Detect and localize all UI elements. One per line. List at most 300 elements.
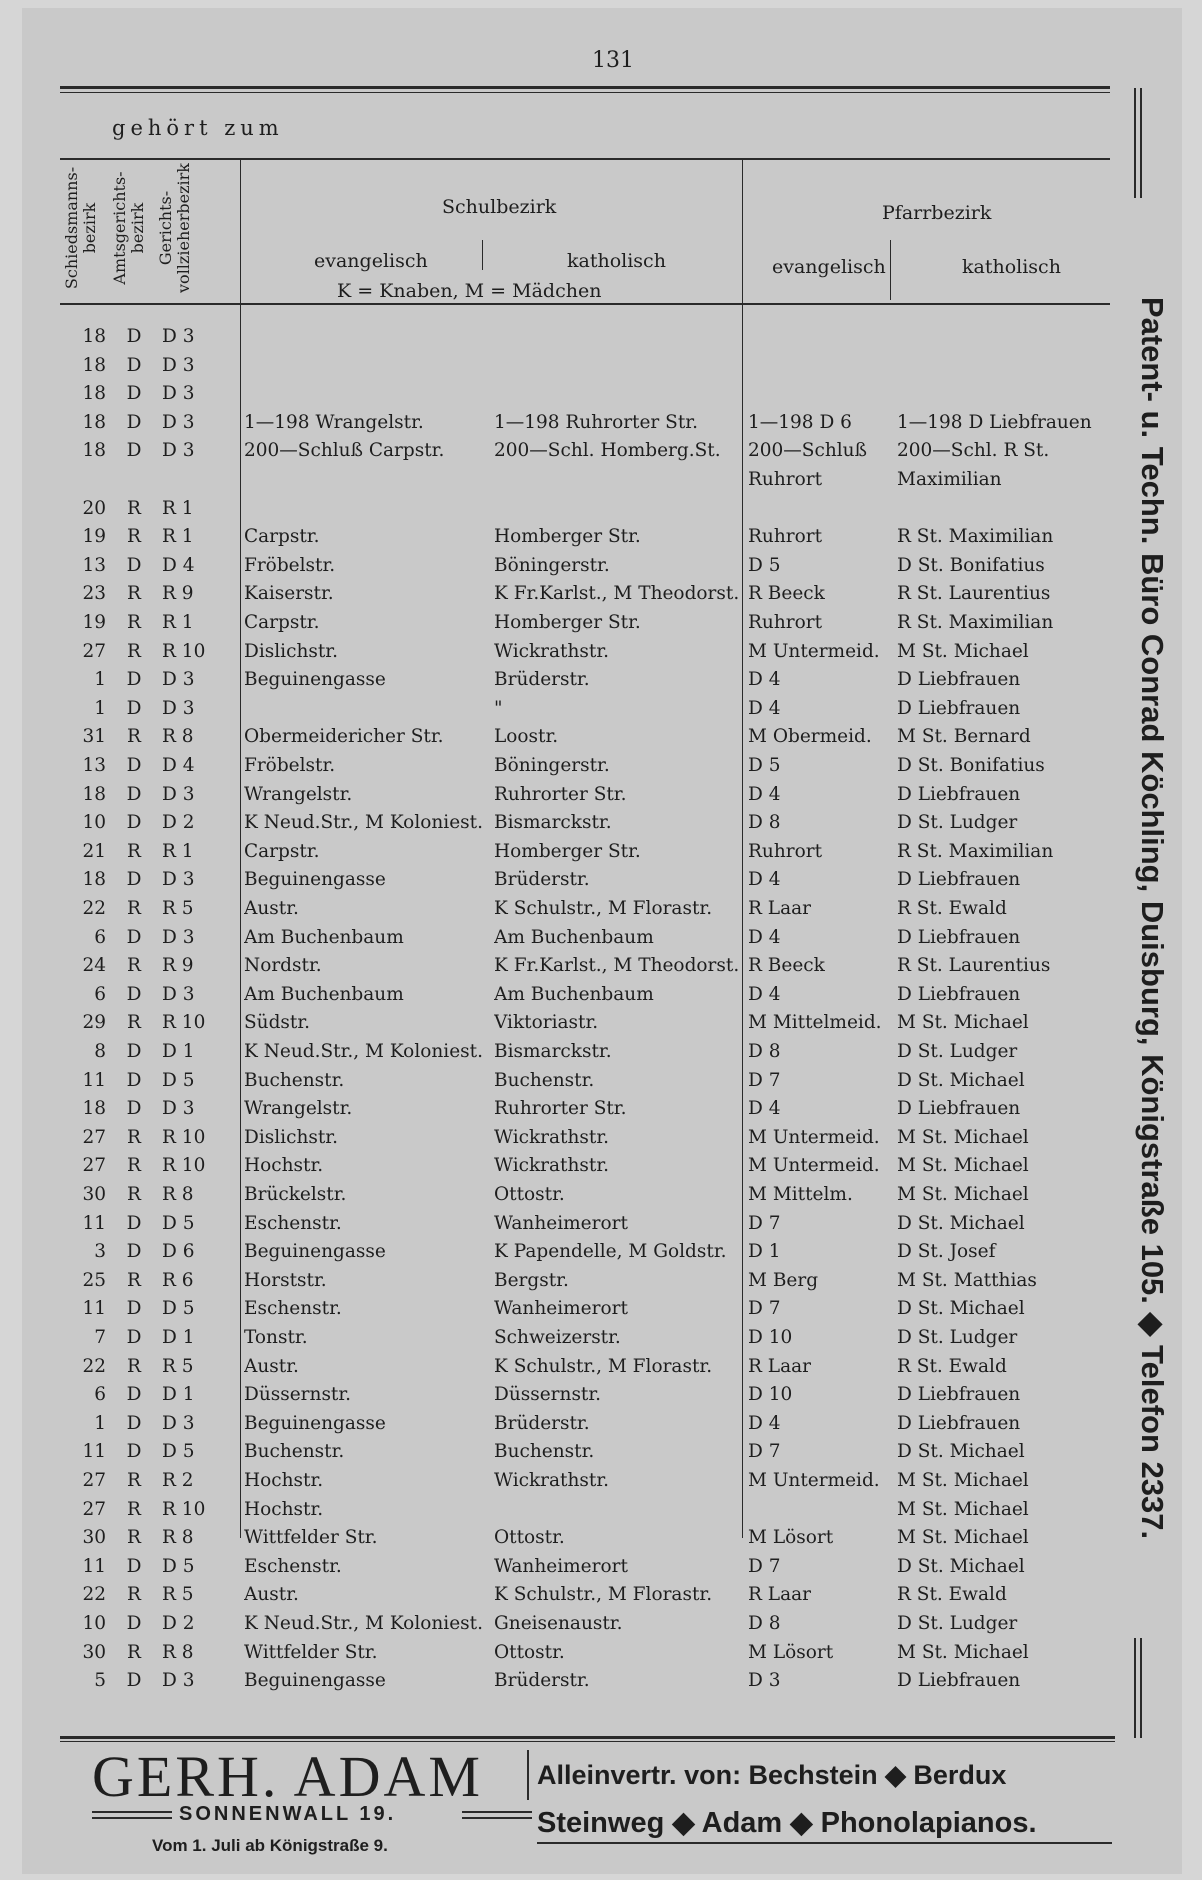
cell-schul-katholisch: Gneisenaustr. bbox=[494, 1613, 623, 1634]
cell-schul-katholisch: Bismarckstr. bbox=[494, 812, 612, 834]
cell-schul-katholisch: Homberger Str. bbox=[494, 612, 641, 633]
cell-schiedsmann: 1 bbox=[94, 1412, 106, 1434]
cell-pfarr-katholisch: R St. Laurentius bbox=[897, 583, 1051, 605]
cell-pfarr-evangelisch: Ruhrort bbox=[748, 469, 823, 490]
cell-gerichtsvollzieher: D 3 bbox=[162, 383, 195, 405]
cell-amtsgericht: D bbox=[126, 1098, 142, 1120]
cell-schiedsmann: 6 bbox=[94, 1384, 106, 1406]
stamp-rule-top-2 bbox=[1140, 88, 1142, 198]
cell-pfarr-evangelisch: R Laar bbox=[748, 1355, 811, 1377]
cell-schiedsmann: 19 bbox=[82, 526, 106, 548]
cell-amtsgericht: D bbox=[126, 983, 142, 1005]
cell-schul-katholisch: K Fr.Karlst., M Theodorst. bbox=[494, 955, 739, 977]
cell-pfarr-evangelisch: Ruhrort bbox=[748, 612, 823, 633]
cell-pfarr-evangelisch: R Laar bbox=[748, 1584, 811, 1606]
cell-pfarr-evangelisch: Ruhrort bbox=[748, 840, 823, 862]
cell-pfarr-evangelisch: D 4 bbox=[748, 1098, 781, 1120]
cell-pfarr-evangelisch: D 5 bbox=[748, 554, 781, 576]
header-gerichtsvollzieherbezirk: Gerichts- vollzieherbezirk bbox=[156, 163, 193, 293]
cell-pfarr-evangelisch: D 7 bbox=[748, 1298, 781, 1320]
cell-pfarr-katholisch: D Liebfrauen bbox=[897, 926, 1021, 948]
cell-gerichtsvollzieher: D 5 bbox=[162, 1555, 195, 1577]
cell-amtsgericht: D bbox=[126, 383, 142, 405]
cell-pfarr-evangelisch: D 4 bbox=[748, 1412, 781, 1434]
cell-schul-katholisch: Homberger Str. bbox=[494, 840, 641, 862]
footer-top-rule-thin bbox=[60, 1741, 1115, 1742]
cell-schul-katholisch: Wickrathstr. bbox=[494, 1126, 610, 1148]
cell-schul-evangelisch: Wittfelder Str. bbox=[244, 1527, 378, 1549]
cell-pfarr-evangelisch: M Untermeid. bbox=[748, 640, 880, 662]
cell-schiedsmann: 27 bbox=[82, 1470, 106, 1491]
cell-schiedsmann: 18 bbox=[82, 1098, 106, 1120]
cell-gerichtsvollzieher: D 3 bbox=[162, 783, 195, 805]
cell-gerichtsvollzieher: R 5 bbox=[162, 1355, 194, 1377]
cell-schul-katholisch: Ottostr. bbox=[494, 1641, 565, 1663]
cell-schul-katholisch: Ottostr. bbox=[494, 1184, 565, 1205]
cell-schiedsmann: 1 bbox=[94, 669, 106, 691]
cell-pfarr-katholisch: R St. Ewald bbox=[897, 898, 1007, 919]
cell-gerichtsvollzieher: R 1 bbox=[162, 840, 194, 862]
cell-pfarr-evangelisch: M Lösort bbox=[748, 1641, 834, 1663]
cell-pfarr-evangelisch: D 7 bbox=[748, 1069, 781, 1091]
advert-address: SONNENWALL 19. bbox=[179, 1803, 397, 1825]
cell-schul-katholisch: Ruhrorter Str. bbox=[494, 783, 627, 805]
cell-schiedsmann: 20 bbox=[82, 497, 106, 519]
cell-amtsgericht: D bbox=[126, 1670, 142, 1692]
top-rule bbox=[60, 86, 1110, 89]
cell-schiedsmann: 27 bbox=[82, 1155, 106, 1177]
cell-amtsgericht: D bbox=[126, 1441, 142, 1463]
cell-amtsgericht: D bbox=[126, 1412, 142, 1434]
cell-amtsgericht: R bbox=[127, 1269, 141, 1291]
cell-pfarr-katholisch: R St. Maximilian bbox=[897, 840, 1054, 862]
stamp-rule-bottom-2 bbox=[1140, 1638, 1142, 1738]
stamp-rule-bottom bbox=[1134, 1638, 1136, 1738]
cell-schul-katholisch: K Schulstr., M Florastr. bbox=[494, 898, 713, 919]
cell-gerichtsvollzieher: R 5 bbox=[162, 1584, 194, 1606]
cell-gerichtsvollzieher: D 3 bbox=[162, 1412, 195, 1434]
cell-pfarr-evangelisch: D 4 bbox=[748, 869, 781, 891]
cell-schiedsmann: 6 bbox=[94, 983, 106, 1005]
cell-pfarr-katholisch: M St. Michael bbox=[897, 640, 1029, 662]
cell-pfarr-katholisch: D St. Michael bbox=[897, 1212, 1025, 1234]
cell-schiedsmann: 23 bbox=[82, 583, 106, 605]
address-rule-left bbox=[92, 1811, 172, 1813]
cell-schiedsmann: 13 bbox=[82, 554, 106, 576]
cell-schul-evangelisch: Kaiserstr. bbox=[244, 583, 334, 605]
cell-amtsgericht: D bbox=[126, 1327, 142, 1348]
cell-schul-evangelisch: Wrangelstr. bbox=[244, 1098, 353, 1120]
footer-top-rule bbox=[60, 1736, 1115, 1739]
cell-pfarr-evangelisch: M Berg bbox=[748, 1269, 819, 1291]
cell-schiedsmann: 10 bbox=[82, 1613, 106, 1634]
cell-schiedsmann: 30 bbox=[82, 1184, 106, 1205]
cell-schul-evangelisch: Fröbelstr. bbox=[244, 554, 336, 576]
cell-amtsgericht: D bbox=[126, 1384, 142, 1406]
cell-schul-katholisch: Böningerstr. bbox=[494, 554, 610, 576]
page-number: 131 bbox=[592, 48, 634, 73]
cell-gerichtsvollzieher: D 3 bbox=[162, 669, 195, 691]
cell-gerichtsvollzieher: R 9 bbox=[162, 583, 194, 605]
cell-pfarr-katholisch: D St. Michael bbox=[897, 1298, 1025, 1320]
cell-schul-evangelisch: Austr. bbox=[244, 1355, 299, 1377]
cell-schul-katholisch: K Fr.Karlst., M Theodorst. bbox=[494, 583, 739, 605]
cell-amtsgericht: R bbox=[127, 612, 141, 633]
cell-amtsgericht: D bbox=[126, 326, 142, 347]
cell-schul-katholisch: Am Buchenbaum bbox=[494, 983, 654, 1005]
cell-schul-katholisch: K Schulstr., M Florastr. bbox=[494, 1584, 713, 1606]
cell-amtsgericht: R bbox=[127, 1155, 141, 1177]
cell-amtsgericht: R bbox=[127, 1184, 141, 1205]
cell-amtsgericht: R bbox=[127, 1126, 141, 1148]
cell-gerichtsvollzieher: D 1 bbox=[162, 1041, 195, 1062]
cell-gerichtsvollzieher: D 3 bbox=[162, 1670, 195, 1692]
cell-pfarr-evangelisch: D 4 bbox=[748, 783, 781, 805]
cell-pfarr-katholisch: R St. Maximilian bbox=[897, 612, 1054, 633]
cell-pfarr-katholisch: D St. Michael bbox=[897, 1441, 1025, 1463]
cell-amtsgericht: R bbox=[127, 1584, 141, 1606]
cell-pfarr-katholisch: D St. Michael bbox=[897, 1069, 1025, 1091]
cell-schul-evangelisch: Dislichstr. bbox=[244, 640, 338, 662]
cell-amtsgericht: R bbox=[127, 726, 141, 748]
cell-schul-evangelisch: Brückelstr. bbox=[244, 1184, 347, 1205]
cell-amtsgericht: R bbox=[127, 1355, 141, 1377]
cell-pfarr-evangelisch: D 4 bbox=[748, 926, 781, 948]
cell-pfarr-evangelisch: R Beeck bbox=[748, 583, 825, 605]
cell-schiedsmann: 18 bbox=[82, 869, 106, 891]
cell-amtsgericht: R bbox=[127, 640, 141, 662]
header-top-rule bbox=[60, 158, 1110, 160]
header-pfarr-evangelisch: evangelisch bbox=[772, 256, 886, 278]
cell-pfarr-evangelisch: R Beeck bbox=[748, 955, 825, 977]
cell-gerichtsvollzieher: R 10 bbox=[162, 1012, 206, 1034]
cell-schul-katholisch: Brüderstr. bbox=[494, 1412, 590, 1434]
cell-gerichtsvollzieher: D 1 bbox=[162, 1327, 195, 1348]
cell-pfarr-katholisch: M St. Michael bbox=[897, 1012, 1029, 1034]
cell-amtsgericht: D bbox=[126, 697, 142, 719]
cell-schiedsmann: 27 bbox=[82, 640, 106, 662]
cell-schiedsmann: 22 bbox=[82, 1584, 106, 1606]
cell-pfarr-katholisch: D St. Ludger bbox=[897, 1613, 1018, 1634]
cell-gerichtsvollzieher: D 4 bbox=[162, 755, 195, 776]
cell-schul-katholisch: Wickrathstr. bbox=[494, 1470, 610, 1491]
cell-pfarr-katholisch: M St. Bernard bbox=[897, 726, 1031, 748]
cell-pfarr-evangelisch: M Lösort bbox=[748, 1527, 834, 1549]
gehoert-zum-label: gehört zum bbox=[112, 116, 284, 140]
advert-line2: Steinweg ◆ Adam ◆ Phonolapianos. bbox=[537, 1807, 1037, 1839]
cell-pfarr-evangelisch: D 4 bbox=[748, 983, 781, 1005]
cell-schul-evangelisch: Carpstr. bbox=[244, 526, 320, 548]
cell-pfarr-evangelisch: D 4 bbox=[748, 697, 781, 719]
vline-2 bbox=[742, 158, 743, 1538]
cell-gerichtsvollzieher: D 3 bbox=[162, 926, 195, 948]
cell-amtsgericht: D bbox=[126, 1041, 142, 1062]
cell-pfarr-evangelisch: D 3 bbox=[748, 1670, 781, 1692]
cell-schiedsmann: 11 bbox=[82, 1298, 106, 1320]
cell-pfarr-katholisch: R St. Maximilian bbox=[897, 526, 1054, 548]
cell-schiedsmann: 11 bbox=[82, 1069, 106, 1091]
cell-schiedsmann: 18 bbox=[82, 440, 106, 462]
cell-schul-katholisch: Ruhrorter Str. bbox=[494, 1098, 627, 1120]
cell-schul-evangelisch: Carpstr. bbox=[244, 612, 320, 633]
cell-gerichtsvollzieher: R 2 bbox=[162, 1470, 194, 1491]
cell-schiedsmann: 19 bbox=[82, 612, 106, 633]
header-schulbezirk: Schulbezirk bbox=[442, 196, 557, 218]
cell-schul-katholisch: Wanheimerort bbox=[494, 1555, 628, 1577]
cell-schul-evangelisch: Eschenstr. bbox=[244, 1298, 342, 1320]
cell-amtsgericht: D bbox=[126, 354, 142, 376]
cell-schul-katholisch: K Papendelle, M Goldstr. bbox=[494, 1241, 727, 1263]
cell-amtsgericht: D bbox=[126, 1298, 142, 1320]
cell-amtsgericht: D bbox=[126, 869, 142, 891]
cell-pfarr-katholisch: M St. Michael bbox=[897, 1184, 1029, 1205]
document-page bbox=[22, 8, 1182, 1874]
cell-amtsgericht: D bbox=[126, 669, 142, 691]
cell-schiedsmann: 30 bbox=[82, 1641, 106, 1663]
cell-schul-katholisch: Wanheimerort bbox=[494, 1298, 628, 1320]
cell-schul-evangelisch: Südstr. bbox=[244, 1012, 311, 1034]
cell-pfarr-katholisch: R St. Laurentius bbox=[897, 955, 1051, 977]
cell-schiedsmann: 18 bbox=[82, 383, 106, 405]
cell-gerichtsvollzieher: D 2 bbox=[162, 1613, 195, 1634]
cell-pfarr-katholisch: D St. Bonifatius bbox=[897, 554, 1045, 576]
cell-pfarr-katholisch: 1—198 D Liebfrauen bbox=[897, 411, 1092, 433]
cell-schul-evangelisch: Am Buchenbaum bbox=[244, 983, 404, 1005]
header-schul-legend: K = Knaben, M = Mädchen bbox=[337, 280, 602, 302]
cell-pfarr-evangelisch: D 4 bbox=[748, 669, 781, 691]
cell-pfarr-katholisch: M St. Michael bbox=[897, 1126, 1029, 1148]
cell-schul-evangelisch: Beguinengasse bbox=[244, 869, 386, 891]
cell-amtsgericht: D bbox=[126, 1241, 142, 1263]
cell-amtsgericht: R bbox=[127, 898, 141, 919]
cell-amtsgericht: R bbox=[127, 955, 141, 977]
cell-pfarr-evangelisch: M Untermeid. bbox=[748, 1470, 880, 1491]
cell-amtsgericht: R bbox=[127, 583, 141, 605]
cell-gerichtsvollzieher: D 5 bbox=[162, 1212, 195, 1234]
cell-schiedsmann: 30 bbox=[82, 1527, 106, 1549]
cell-schul-evangelisch: K Neud.Str., M Koloniest. bbox=[244, 1613, 483, 1634]
cell-pfarr-evangelisch: M Untermeid. bbox=[748, 1126, 880, 1148]
cell-gerichtsvollzieher: R 8 bbox=[162, 1527, 194, 1549]
cell-pfarr-katholisch: D Liebfrauen bbox=[897, 697, 1021, 719]
cell-schiedsmann: 24 bbox=[82, 955, 106, 977]
cell-pfarr-evangelisch: D 8 bbox=[748, 1613, 781, 1634]
cell-pfarr-katholisch: D Liebfrauen bbox=[897, 1670, 1021, 1692]
cell-schul-evangelisch: Horststr. bbox=[244, 1269, 327, 1291]
cell-schul-katholisch: 1—198 Ruhrorter Str. bbox=[494, 411, 698, 433]
cell-schiedsmann: 5 bbox=[94, 1670, 106, 1692]
cell-gerichtsvollzieher: D 3 bbox=[162, 869, 195, 891]
cell-pfarr-katholisch: D St. Ludger bbox=[897, 812, 1018, 834]
cell-gerichtsvollzieher: D 1 bbox=[162, 1384, 195, 1406]
cell-pfarr-evangelisch: D 1 bbox=[748, 1241, 781, 1263]
vline-schul-split bbox=[482, 240, 483, 270]
cell-schiedsmann: 11 bbox=[82, 1212, 106, 1234]
cell-schiedsmann: 10 bbox=[82, 812, 106, 834]
advert-company: GERH. ADAM bbox=[92, 1744, 483, 1809]
vline-pfarr-split bbox=[890, 240, 891, 300]
cell-gerichtsvollzieher: R 8 bbox=[162, 1641, 194, 1663]
cell-pfarr-evangelisch: 1—198 D 6 bbox=[748, 411, 852, 433]
cell-pfarr-katholisch: D St. Ludger bbox=[897, 1041, 1018, 1062]
cell-pfarr-evangelisch: M Mittelmeid. bbox=[748, 1012, 882, 1034]
cell-amtsgericht: R bbox=[127, 840, 141, 862]
cell-gerichtsvollzieher: D 3 bbox=[162, 411, 195, 433]
cell-gerichtsvollzieher: R 10 bbox=[162, 1498, 206, 1520]
cell-schul-katholisch: 200—Schl. Homberg.St. bbox=[494, 440, 721, 462]
cell-gerichtsvollzieher: D 4 bbox=[162, 554, 195, 576]
cell-schiedsmann: 27 bbox=[82, 1126, 106, 1148]
cell-pfarr-katholisch: M St. Michael bbox=[897, 1470, 1029, 1491]
cell-gerichtsvollzieher: D 3 bbox=[162, 697, 195, 719]
cell-schul-katholisch: Viktoriastr. bbox=[494, 1012, 599, 1034]
cell-amtsgericht: D bbox=[126, 440, 142, 462]
side-stamp: Patent- u. Techn. Büro Conrad Köchling, Duisburg, Königstraße 105. ◆ Telefon 2337. bbox=[1135, 296, 1170, 1540]
cell-schiedsmann: 25 bbox=[82, 1269, 106, 1291]
cell-schul-katholisch: K Schulstr., M Florastr. bbox=[494, 1355, 713, 1377]
cell-gerichtsvollzieher: D 6 bbox=[162, 1241, 195, 1263]
cell-schul-evangelisch: Hochstr. bbox=[244, 1470, 324, 1491]
cell-schul-katholisch: Homberger Str. bbox=[494, 526, 641, 548]
cell-schul-katholisch: Brüderstr. bbox=[494, 669, 590, 691]
cell-schiedsmann: 21 bbox=[82, 840, 106, 862]
cell-gerichtsvollzieher: R 1 bbox=[162, 526, 194, 548]
cell-schul-katholisch: Schweizerstr. bbox=[494, 1327, 621, 1348]
cell-pfarr-evangelisch: 200—Schluß bbox=[748, 440, 867, 462]
cell-schiedsmann: 22 bbox=[82, 1355, 106, 1377]
cell-schul-evangelisch: Beguinengasse bbox=[244, 1241, 386, 1263]
cell-pfarr-evangelisch: M Obermeid. bbox=[748, 726, 872, 748]
cell-schul-katholisch: Loostr. bbox=[494, 726, 559, 748]
cell-schiedsmann: 31 bbox=[82, 726, 106, 748]
cell-schul-evangelisch: Carpstr. bbox=[244, 840, 320, 862]
cell-schiedsmann: 7 bbox=[94, 1327, 106, 1348]
cell-pfarr-katholisch: R St. Ewald bbox=[897, 1584, 1007, 1606]
cell-schul-evangelisch: Am Buchenbaum bbox=[244, 926, 404, 948]
header-pfarr-katholisch: katholisch bbox=[962, 256, 1061, 278]
cell-pfarr-evangelisch: D 7 bbox=[748, 1555, 781, 1577]
cell-pfarr-katholisch: D Liebfrauen bbox=[897, 1412, 1021, 1434]
header-bottom-rule bbox=[60, 303, 1110, 305]
cell-pfarr-katholisch: D Liebfrauen bbox=[897, 983, 1021, 1005]
cell-pfarr-katholisch: D St. Josef bbox=[897, 1241, 996, 1263]
cell-amtsgericht: D bbox=[126, 1212, 142, 1234]
cell-gerichtsvollzieher: R 10 bbox=[162, 1126, 206, 1148]
cell-pfarr-katholisch: D St. Bonifatius bbox=[897, 755, 1045, 776]
cell-schul-katholisch: Wickrathstr. bbox=[494, 640, 610, 662]
cell-amtsgericht: D bbox=[126, 1555, 142, 1577]
cell-pfarr-evangelisch: D 8 bbox=[748, 1041, 781, 1062]
cell-schul-katholisch: Buchenstr. bbox=[494, 1069, 595, 1091]
cell-schul-evangelisch: K Neud.Str., M Koloniest. bbox=[244, 1041, 483, 1062]
cell-gerichtsvollzieher: R 1 bbox=[162, 497, 194, 519]
cell-gerichtsvollzieher: D 3 bbox=[162, 440, 195, 462]
cell-schul-katholisch: Böningerstr. bbox=[494, 755, 610, 776]
cell-gerichtsvollzieher: R 9 bbox=[162, 955, 194, 977]
cell-schul-evangelisch: 1—198 Wrangelstr. bbox=[244, 411, 424, 433]
cell-pfarr-katholisch: D Liebfrauen bbox=[897, 783, 1021, 805]
cell-pfarr-katholisch: M St. Michael bbox=[897, 1498, 1029, 1520]
advert-line1: Alleinvertr. von: Bechstein ◆ Berdux bbox=[537, 1760, 1007, 1790]
cell-schiedsmann: 6 bbox=[94, 926, 106, 948]
cell-schul-katholisch: Wanheimerort bbox=[494, 1212, 628, 1234]
cell-pfarr-katholisch: M St. Matthias bbox=[897, 1269, 1037, 1291]
cell-pfarr-katholisch: D Liebfrauen bbox=[897, 869, 1021, 891]
cell-schul-evangelisch: Wrangelstr. bbox=[244, 783, 353, 805]
cell-schul-evangelisch: K Neud.Str., M Koloniest. bbox=[244, 812, 483, 834]
advert-moving-note: Vom 1. Juli ab Königstraße 9. bbox=[152, 1836, 388, 1855]
top-rule-thin bbox=[60, 92, 1110, 93]
cell-schiedsmann: 13 bbox=[82, 755, 106, 776]
cell-schul-evangelisch: Fröbelstr. bbox=[244, 755, 336, 776]
cell-schul-evangelisch: Tonstr. bbox=[244, 1327, 308, 1348]
cell-schul-evangelisch: Hochstr. bbox=[244, 1155, 324, 1177]
stamp-rule-top bbox=[1134, 88, 1136, 198]
cell-schiedsmann: 18 bbox=[82, 411, 106, 433]
cell-pfarr-evangelisch: D 7 bbox=[748, 1441, 781, 1463]
cell-pfarr-katholisch: M St. Michael bbox=[897, 1155, 1029, 1177]
cell-schiedsmann: 27 bbox=[82, 1498, 106, 1520]
cell-pfarr-katholisch: D Liebfrauen bbox=[897, 1098, 1021, 1120]
cell-schiedsmann: 1 bbox=[94, 697, 106, 719]
cell-amtsgericht: R bbox=[127, 1498, 141, 1520]
cell-gerichtsvollzieher: D 3 bbox=[162, 983, 195, 1005]
cell-amtsgericht: R bbox=[127, 1641, 141, 1663]
cell-schul-katholisch: Am Buchenbaum bbox=[494, 926, 654, 948]
cell-amtsgericht: D bbox=[126, 755, 142, 776]
cell-gerichtsvollzieher: D 5 bbox=[162, 1069, 195, 1091]
cell-schul-evangelisch: 200—Schluß Carpstr. bbox=[244, 440, 445, 462]
header-amtsgerichtsbezirk: Amtsgerichts- bezirk bbox=[110, 171, 147, 285]
cell-pfarr-katholisch: 200—Schl. R St. bbox=[897, 440, 1050, 462]
cell-schiedsmann: 22 bbox=[82, 898, 106, 919]
cell-pfarr-evangelisch: M Mittelm. bbox=[748, 1184, 853, 1205]
cell-schul-evangelisch: Beguinengasse bbox=[244, 1412, 386, 1434]
cell-pfarr-katholisch: R St. Ewald bbox=[897, 1355, 1007, 1377]
cell-pfarr-evangelisch: M Untermeid. bbox=[748, 1155, 880, 1177]
cell-amtsgericht: R bbox=[127, 1527, 141, 1549]
cell-pfarr-katholisch: Maximilian bbox=[897, 469, 1002, 490]
cell-gerichtsvollzieher: D 5 bbox=[162, 1298, 195, 1320]
cell-pfarr-evangelisch: D 10 bbox=[748, 1327, 793, 1348]
cell-amtsgericht: R bbox=[127, 526, 141, 548]
cell-gerichtsvollzieher: D 3 bbox=[162, 1098, 195, 1120]
cell-schul-evangelisch: Austr. bbox=[244, 898, 299, 919]
header-schiedsmannsbezirk: Schiedsmanns- bezirk bbox=[62, 166, 99, 290]
vline-1 bbox=[240, 158, 241, 1538]
cell-schul-evangelisch: Austr. bbox=[244, 1584, 299, 1606]
cell-schiedsmann: 18 bbox=[82, 354, 106, 376]
cell-pfarr-evangelisch: D 7 bbox=[748, 1212, 781, 1234]
cell-schul-evangelisch: Dislichstr. bbox=[244, 1126, 338, 1148]
cell-schul-evangelisch: Buchenstr. bbox=[244, 1441, 345, 1463]
cell-schiedsmann: 8 bbox=[94, 1041, 106, 1062]
advert-divider bbox=[527, 1750, 529, 1800]
cell-pfarr-evangelisch: Ruhrort bbox=[748, 526, 823, 548]
cell-pfarr-evangelisch: D 5 bbox=[748, 755, 781, 776]
cell-amtsgericht: D bbox=[126, 1069, 142, 1091]
cell-amtsgericht: D bbox=[126, 783, 142, 805]
cell-gerichtsvollzieher: R 1 bbox=[162, 612, 194, 633]
header-pfarrbezirk: Pfarrbezirk bbox=[882, 202, 992, 224]
cell-pfarr-katholisch: D Liebfrauen bbox=[897, 1384, 1021, 1406]
header-schul-evangelisch: evangelisch bbox=[314, 250, 428, 272]
cell-pfarr-evangelisch: D 8 bbox=[748, 812, 781, 834]
cell-schul-evangelisch: Buchenstr. bbox=[244, 1069, 345, 1091]
footer-bottom-rule bbox=[537, 1842, 1112, 1844]
cell-amtsgericht: R bbox=[127, 1012, 141, 1034]
cell-schul-evangelisch: Eschenstr. bbox=[244, 1212, 342, 1234]
